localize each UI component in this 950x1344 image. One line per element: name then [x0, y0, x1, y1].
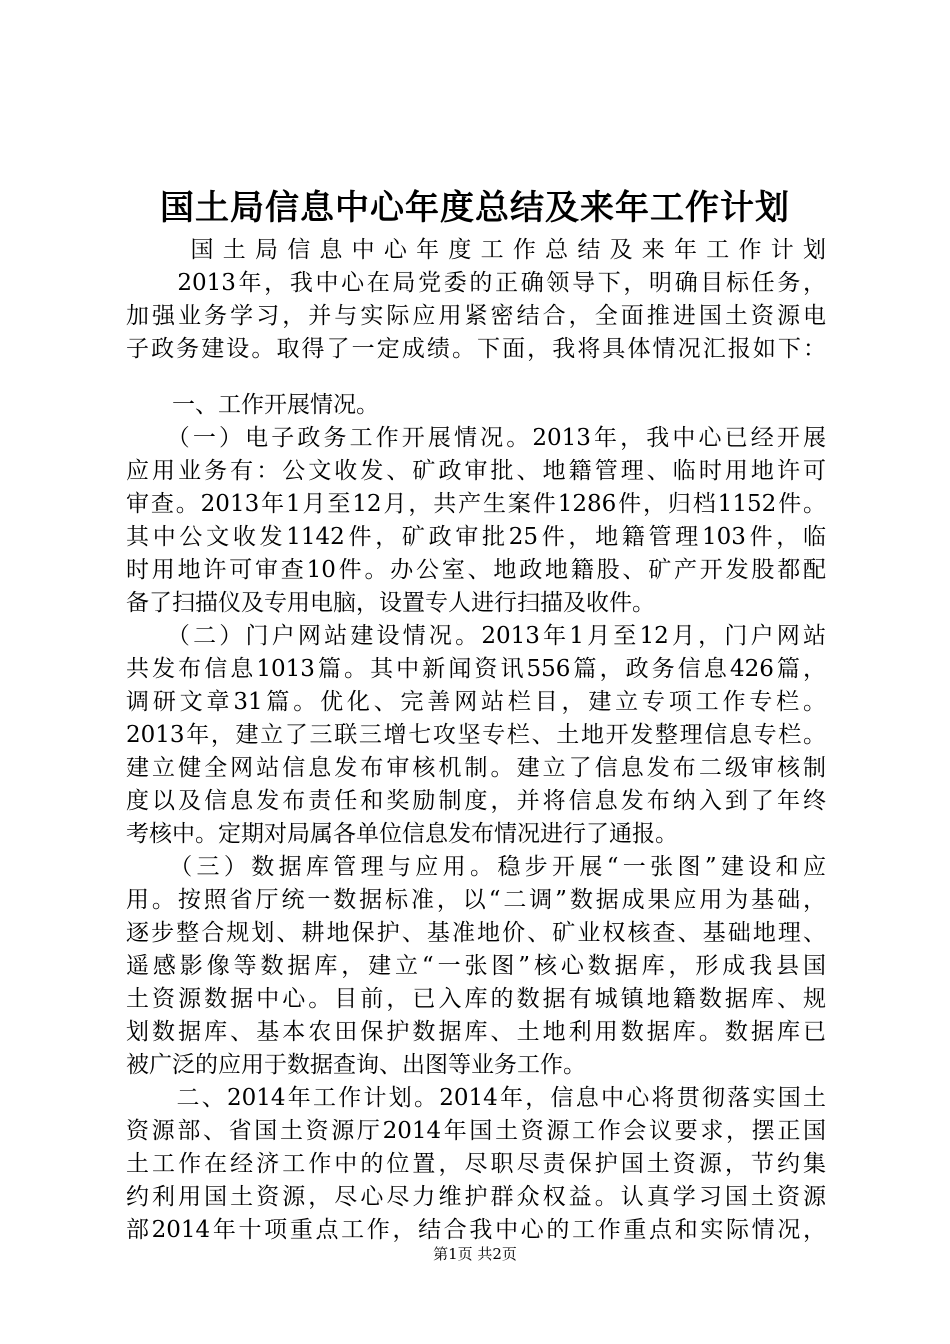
body-line: 子政务建设。取得了一定成绩。下面，我将具体情况汇报如下： [126, 336, 826, 362]
body-line: 2013年，建立了三联三增七攻坚专栏、土地开发整理信息专栏。 [126, 722, 826, 748]
body-line: 国土局信息中心年度工作总结及来年工作计划 [126, 237, 826, 263]
section-heading: 一、工作开展情况。 [126, 392, 379, 418]
body-line: 划数据库、基本农田保护数据库、土地利用数据库。数据库已 [126, 1019, 826, 1045]
body-line: （一）电子政务工作开展情况。2013年，我中心已经开展 [126, 425, 826, 451]
body-line: （三）数据库管理与应用。稳步开展“一张图”建设和应 [126, 854, 826, 880]
body-line: 土资源数据中心。目前，已入库的数据有城镇地籍数据库、规 [126, 986, 826, 1012]
body-line: 其中公文收发1142件，矿政审批25件，地籍管理103件，临 [126, 524, 826, 550]
document-title: 国土局信息中心年度总结及来年工作计划 [160, 188, 790, 228]
body-line: 备了扫描仪及专用电脑，设置专人进行扫描及收件。 [126, 590, 655, 616]
body-line: 二、2014年工作计划。2014年，信息中心将贯彻落实国土 [126, 1085, 826, 1111]
body-line: 调研文章31篇。优化、完善网站栏目，建立专项工作专栏。 [126, 689, 826, 715]
body-line: 资源部、省国土资源厅2014年国土资源工作会议要求，摆正国 [126, 1118, 826, 1144]
body-line: 时用地许可审查10件。办公室、地政地籍股、矿产开发股都配 [126, 557, 826, 583]
body-line: 土工作在经济工作中的位置，尽职尽责保护国土资源，节约集 [126, 1151, 826, 1177]
body-line: 逐步整合规划、耕地保护、基准地价、矿业权核查、基础地理、 [126, 920, 826, 946]
body-line: 2013年，我中心在局党委的正确领导下，明确目标任务， [126, 270, 826, 296]
body-line: 审查。2013年1月至12月，共产生案件1286件，归档1152件。 [126, 491, 826, 517]
body-line: 度以及信息发布责任和奖励制度，并将信息发布纳入到了年终 [126, 788, 826, 814]
body-line: 应用业务有：公文收发、矿政审批、地籍管理、临时用地许可 [126, 458, 826, 484]
body-line: 加强业务学习，并与实际应用紧密结合，全面推进国土资源电 [126, 303, 826, 329]
body-line: 共发布信息1013篇。其中新闻资讯556篇，政务信息426篇， [126, 656, 826, 682]
body-line: 用。按照省厅统一数据标准，以“二调”数据成果应用为基础， [126, 887, 826, 913]
body-line: 遥感影像等数据库，建立“一张图”核心数据库，形成我县国 [126, 953, 826, 979]
body-line: 部2014年十项重点工作，结合我中心的工作重点和实际情况， [126, 1217, 826, 1243]
body-line: 约利用国土资源，尽心尽力维护群众权益。认真学习国土资源 [126, 1184, 826, 1210]
body-line: 被广泛的应用于数据查询、出图等业务工作。 [126, 1052, 586, 1078]
page-number: 第1页 共2页 [433, 1245, 517, 1263]
body-line: 考核中。定期对局属各单位信息发布情况进行了通报。 [126, 821, 678, 847]
body-line: 建立健全网站信息发布审核机制。建立了信息发布二级审核制 [126, 755, 826, 781]
body-line: （二）门户网站建设情况。2013年1月至12月，门户网站 [126, 623, 826, 649]
